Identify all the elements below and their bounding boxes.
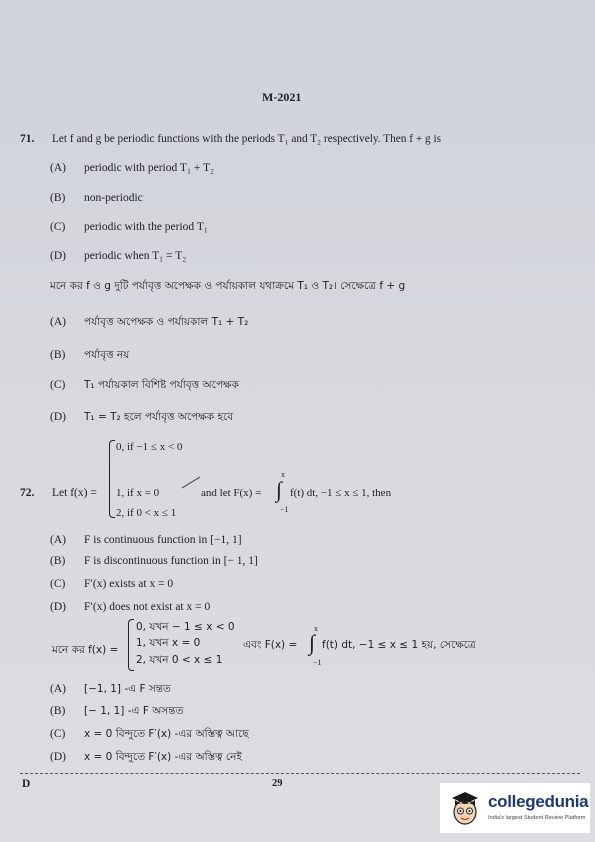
question-number-71: 71. (20, 133, 35, 145)
q72-case-3-en: 2, if 0 < x ≤ 1 (116, 507, 177, 519)
logo-tagline: India's largest Student Review Platform (488, 815, 586, 821)
q71-option-c-text: periodic with the period T₁ (84, 221, 208, 233)
q72-case-2-bn: 1, যখন x = 0 (136, 637, 201, 649)
q72-case-1-en: 0, if −1 ≤ x < 0 (116, 441, 183, 453)
q71-option-d-label: (D) (50, 250, 66, 262)
q71-bn-option-a-label: (A) (50, 316, 66, 328)
integral-sign-bn: ∫ (309, 630, 316, 655)
q72-option-d-text: F′(x) does not exist at x = 0 (84, 601, 211, 613)
q72-bn-option-d-text: x = 0 বিন্দুতে F′(x) -এর অস্তিত্ব নেই (84, 751, 242, 763)
q72-lead-en: Let f(x) = (52, 487, 97, 499)
footer-rule (20, 773, 580, 774)
q71-option-c-label: (C) (50, 221, 66, 233)
q72-bn-option-b-text: [− 1, 1] -এ F অসন্তত (84, 705, 184, 717)
q72-case-3-bn: 2, যখন 0 < x ≤ 1 (136, 654, 223, 666)
question-71-stem-en: Let f and g be periodic functions with the periods T₁ and T₂ respectively. Then f + g is (52, 133, 442, 145)
cases-brace (109, 440, 115, 518)
footer-set-code: D (22, 778, 31, 790)
q71-option-d-text: periodic when T₁ = T₂ (84, 250, 187, 262)
q72-bn-option-b-label: (B) (50, 705, 66, 717)
q72-bn-option-a-text: [−1, 1] -এ F সন্তত (84, 683, 171, 695)
q72-bn-option-c-text: x = 0 বিন্দুতে F′(x) -এর অস্তিত্ব আছে (84, 728, 249, 740)
q72-bn-option-c-label: (C) (50, 728, 66, 740)
integral-upper-limit-bn: x (314, 624, 318, 633)
integral-upper-limit-en: x (281, 470, 285, 479)
q71-option-a-label: (A) (50, 162, 66, 174)
q72-mid-en: and let F(x) = (201, 487, 262, 499)
q72-option-b-text: F is discontinuous function in [− 1, 1] (84, 555, 258, 567)
q72-option-b-label: (B) (50, 555, 66, 567)
footer-page-number: 29 (272, 778, 283, 789)
paper-code: M-2021 (262, 90, 302, 104)
q72-bn-option-a-label: (A) (50, 683, 66, 695)
integral-lower-limit-bn: −1 (313, 658, 322, 667)
q72-case-2-en: 1, if x = 0 (116, 487, 160, 499)
q71-bn-option-c-label: (C) (50, 379, 66, 391)
q72-option-a-text: F is continuous function in [−1, 1] (84, 534, 242, 546)
q72-mid-bn: এবং F(x) = (243, 639, 298, 651)
cases-brace-bn (128, 619, 134, 671)
question-71-stem-bn: মনে কর f ও g দুটি পর্যাবৃত্ত অপেক্ষক ও পর্যায়কাল যথাক্রমে T₁ ও T₂। সেক্ষেত্রে f + g (50, 280, 406, 292)
integral-sign-en: ∫ (276, 477, 283, 502)
q71-bn-option-c-text: T₁ পর্যায়কাল বিশিষ্ট পর্যাবৃত্ত অপেক্ষক (84, 379, 239, 391)
logo-wordmark: collegedunia (488, 792, 589, 811)
q71-option-a-text: periodic with period T₁ + T₂ (84, 162, 215, 174)
integral-lower-limit-en: −1 (280, 505, 289, 514)
q72-option-c-text: F′(x) exists at x = 0 (84, 578, 174, 590)
question-number-72: 72. (20, 487, 35, 499)
q72-lead-bn: মনে কর f(x) = (52, 644, 119, 656)
collegedunia-logo (440, 783, 590, 833)
graduate-face-icon (448, 789, 482, 827)
q72-option-a-label: (A) (50, 534, 66, 546)
q71-bn-option-b-label: (B) (50, 349, 66, 361)
q71-option-b-text: non-periodic (84, 192, 143, 204)
q72-bn-option-d-label: (D) (50, 751, 66, 763)
q71-bn-option-b-text: পর্যাবৃত্ত নয় (84, 349, 130, 361)
q71-bn-option-d-text: T₁ = T₂ হলে পর্যাবৃত্ত অপেক্ষক হবে (84, 411, 234, 423)
q72-option-c-label: (C) (50, 578, 66, 590)
q71-option-b-label: (B) (50, 192, 66, 204)
q72-option-d-label: (D) (50, 601, 66, 613)
q72-case-1-bn: 0, যখন − 1 ≤ x < 0 (136, 621, 235, 633)
q71-bn-option-a-text: পর্যাবৃত্ত অপেক্ষক ও পর্যায়কাল T₁ + T₂ (84, 316, 249, 328)
q71-bn-option-d-label: (D) (50, 411, 66, 423)
q72-integral-bn: f(t) dt, −1 ≤ x ≤ 1 হয়, সেক্ষেত্রে (322, 639, 476, 651)
q72-integral-en: f(t) dt, −1 ≤ x ≤ 1, then (290, 487, 392, 499)
